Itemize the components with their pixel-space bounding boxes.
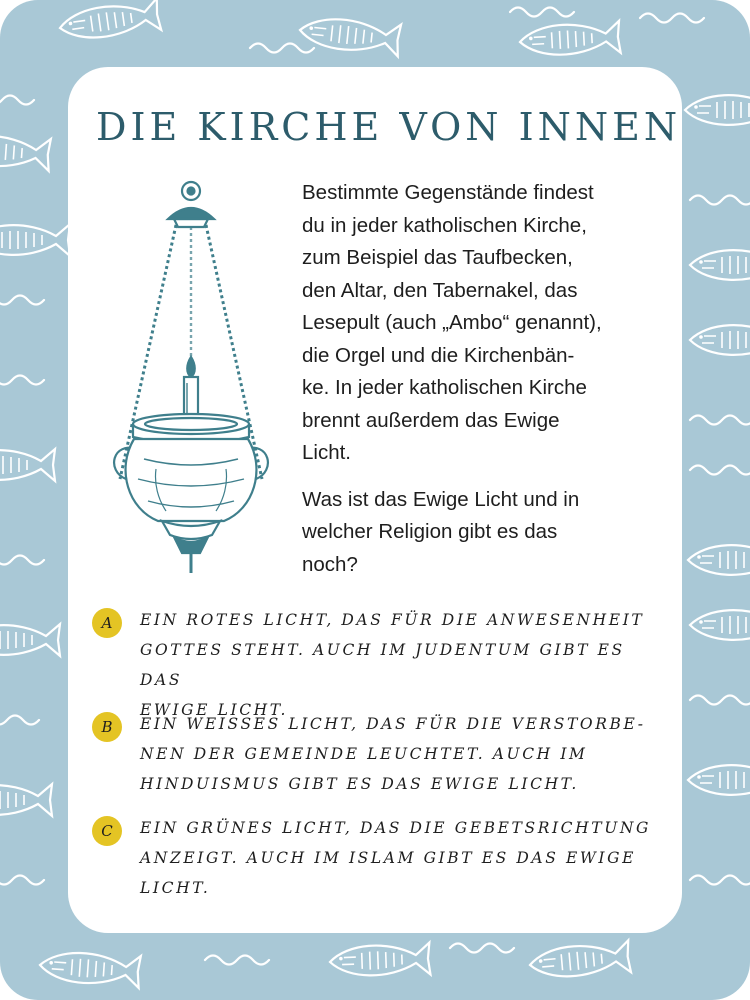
text-line: brennt außerdem das Ewige	[302, 408, 560, 432]
text-line: GOTTES STEHT. AUCH IM JUDENTUM GIBT ES DAS	[140, 641, 625, 689]
wave-icon	[250, 44, 314, 53]
fish-icon	[688, 764, 750, 796]
text-line: NEN DER GEMEINDE LEUCHTET. AUCH IM	[140, 745, 588, 763]
text-line: Was ist das Ewige Licht und in	[302, 487, 580, 511]
wave-icon	[690, 466, 750, 475]
intro-text	[302, 177, 672, 581]
text-line: Bestimmte Gegenstände findest	[302, 181, 594, 204]
fish-icon	[58, 0, 161, 44]
fish-icon	[685, 94, 750, 126]
text-line: du in jeder katholischen Kirche,	[302, 213, 587, 237]
wave-icon	[510, 8, 574, 17]
fish-icon	[688, 544, 750, 576]
text-line: LICHT.	[140, 879, 211, 897]
wave-icon	[450, 944, 514, 953]
wave-icon	[690, 876, 750, 885]
answer-text	[140, 709, 660, 799]
text-line: ke. In jeder katholischen Kirche	[302, 376, 587, 399]
wave-icon	[205, 956, 269, 965]
answer-text	[140, 605, 660, 725]
wave-icon	[0, 556, 44, 565]
fish-icon	[690, 249, 750, 281]
text-line: Licht.	[302, 441, 351, 464]
fish-icon	[298, 14, 401, 56]
intro-paragraph	[302, 177, 672, 470]
fish-icon	[0, 784, 52, 816]
wave-icon	[0, 716, 39, 725]
hanging-eternal-light-lamp-icon	[108, 179, 274, 575]
text-line: den Altar, den Tabernakel, das	[302, 278, 578, 302]
text-line: HINDUISMUS GIBT ES DAS EWIGE LICHT.	[140, 775, 579, 793]
fish-icon	[690, 609, 750, 641]
answer-letter-badge: B	[92, 712, 122, 742]
text-line: welcher Religion gibt es das	[302, 520, 558, 543]
fish-icon	[0, 224, 70, 256]
wave-icon	[690, 696, 750, 705]
text-line: EIN WEISSES LICHT, DAS FÜR DIE VERSTORBE-	[140, 715, 646, 733]
wave-icon	[690, 416, 750, 425]
text-line: EIN GRÜNES LICHT, DAS DIE GEBETSRICHTUNG	[140, 819, 652, 837]
answer-letter-badge: C	[92, 816, 122, 846]
text-line: EIN ROTES LICHT, DAS FÜR DIE ANWESENHEIT	[140, 611, 645, 629]
text-line: zum Beispiel das Taufbecken,	[302, 246, 573, 269]
text-line: ANZEIGT. AUCH IM ISLAM GIBT ES DAS EWIGE	[140, 849, 637, 867]
answer-letter-badge: A	[92, 608, 122, 638]
answer-text	[140, 813, 660, 903]
wave-icon	[690, 196, 750, 205]
text-line: die Orgel und die Kirchenbän-	[302, 343, 575, 367]
card-title: DIE KIRCHE VON INNEN	[96, 105, 682, 149]
fish-icon	[690, 324, 750, 356]
question	[302, 484, 672, 582]
wave-icon	[640, 14, 704, 23]
text-line: EWIGE LICHT.	[140, 701, 288, 719]
fish-icon	[0, 624, 60, 656]
content-panel	[68, 67, 682, 933]
wave-icon	[0, 296, 44, 305]
fish-icon	[329, 943, 430, 978]
fish-icon	[0, 132, 51, 171]
text-line: Lesepult (auch „Ambo“ genannt),	[302, 311, 602, 334]
wave-icon	[0, 376, 44, 385]
fish-icon	[529, 940, 631, 981]
text-line: noch?	[302, 552, 358, 576]
wave-icon	[0, 96, 34, 105]
fish-icon	[519, 21, 621, 58]
fish-icon	[0, 449, 55, 481]
wave-icon	[0, 876, 44, 885]
fish-icon	[39, 949, 141, 988]
